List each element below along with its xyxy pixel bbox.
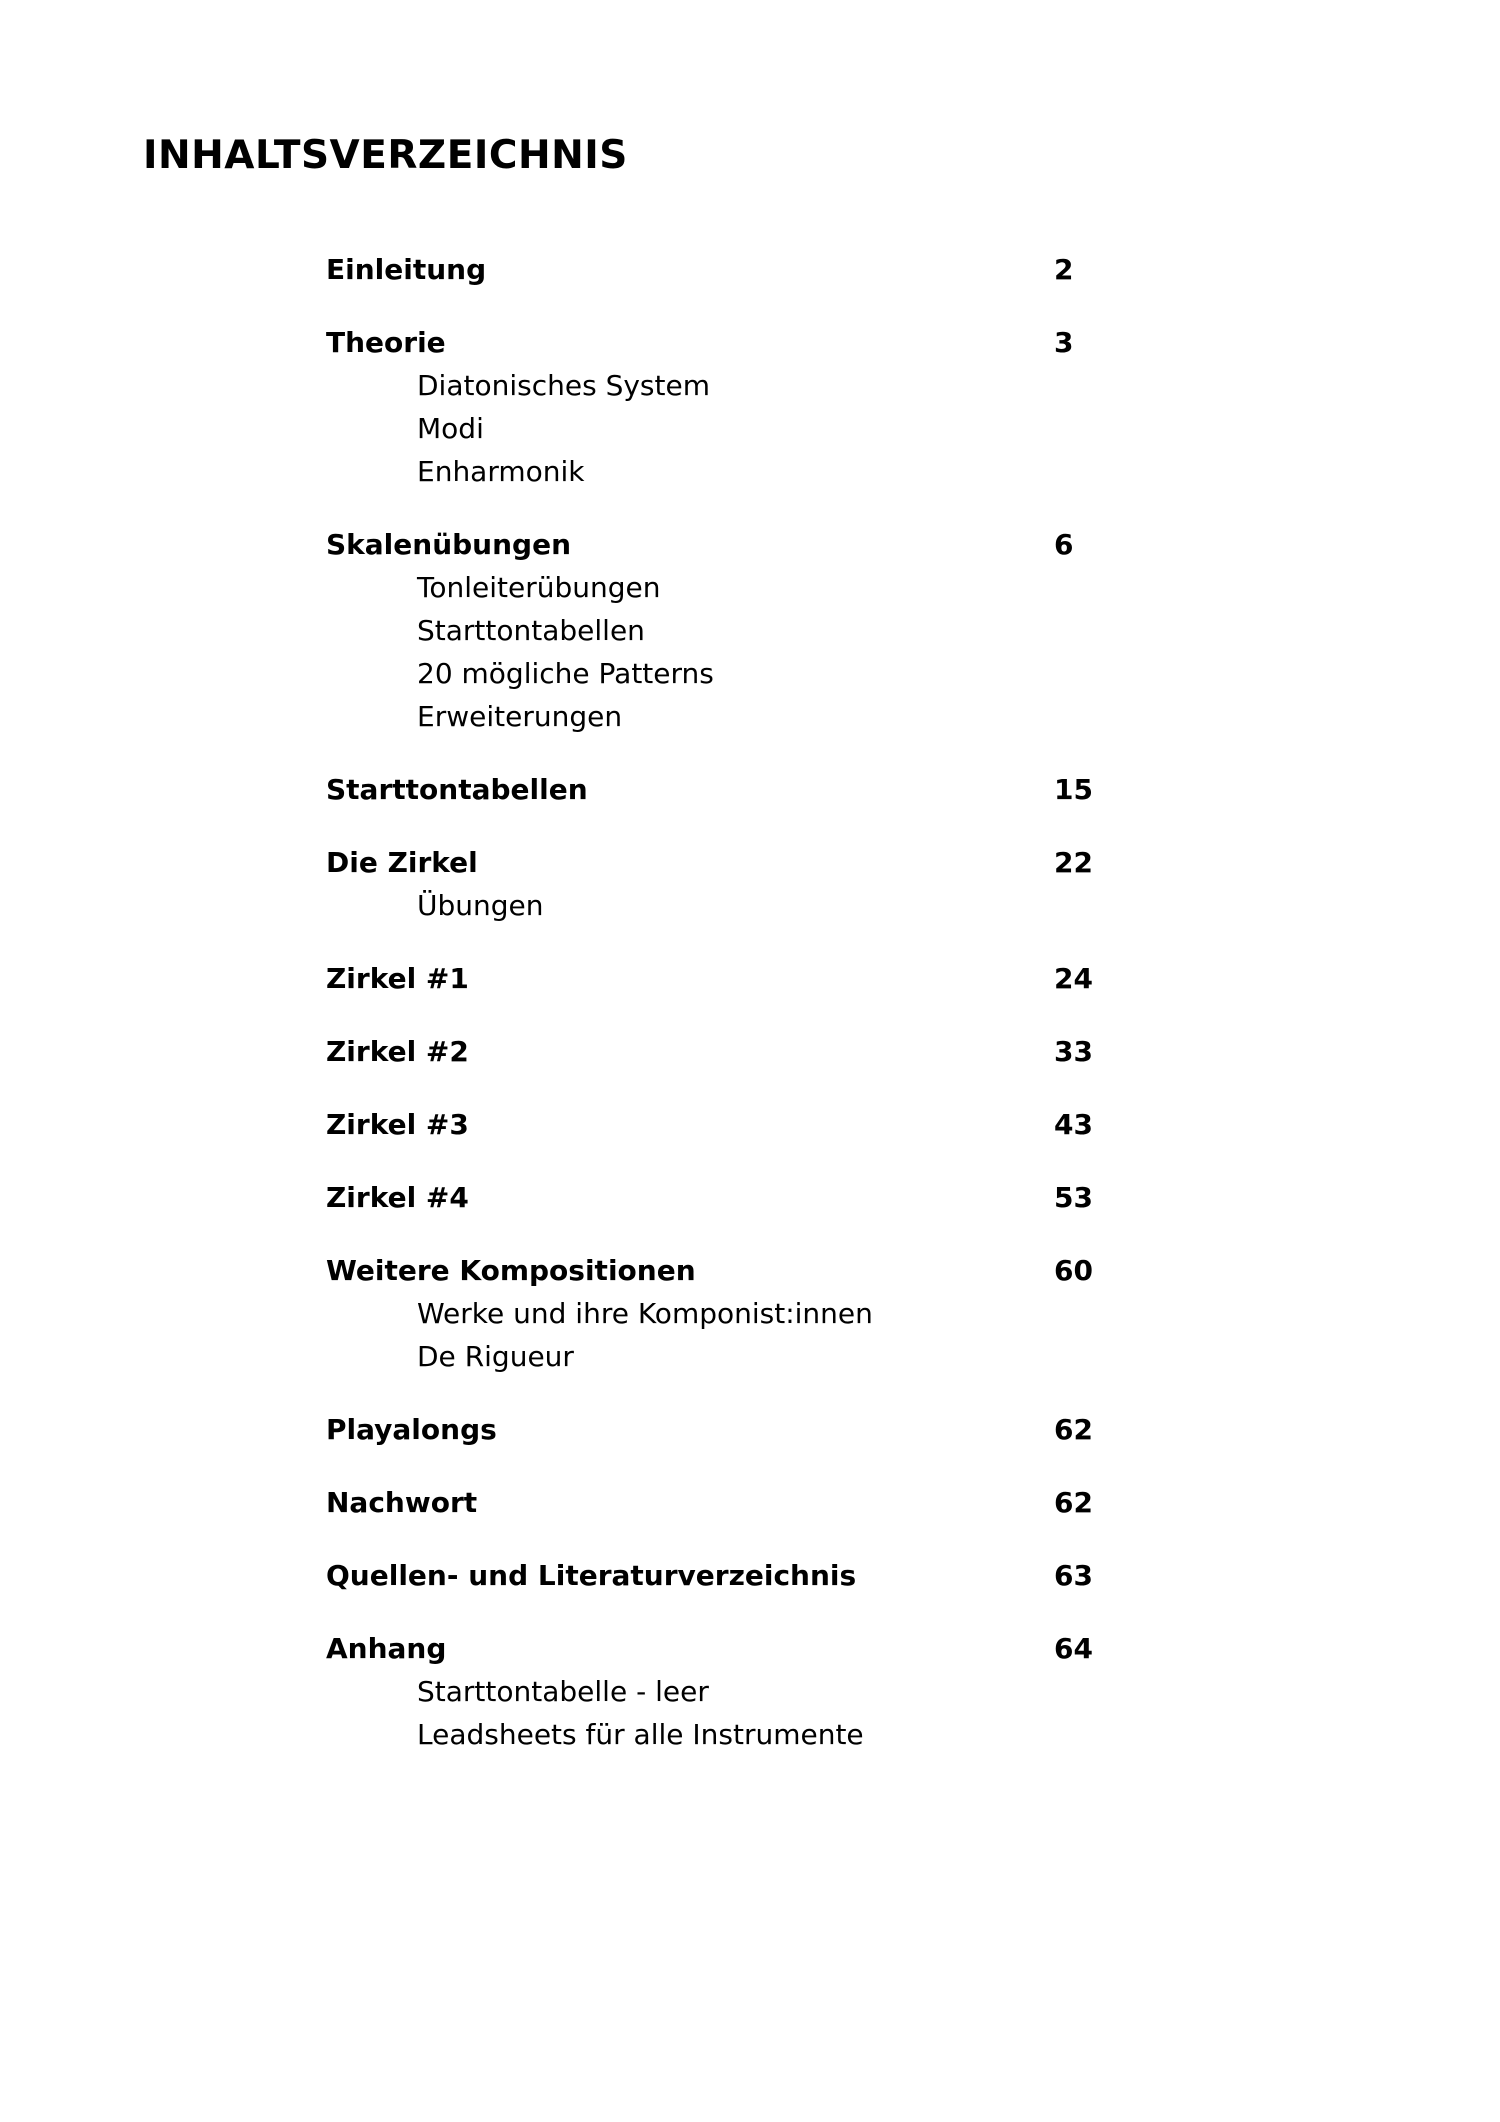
toc-page-number: 43 — [1054, 1108, 1093, 1141]
toc-section-zirkel-3 — [326, 1103, 1156, 1146]
toc-entry — [326, 1030, 1156, 1073]
toc-entry-title: Zirkel #2 — [326, 1035, 469, 1068]
toc-page-number: 15 — [1054, 773, 1093, 806]
toc-entry-title: Einleitung — [326, 253, 487, 286]
toc-entry — [326, 1103, 1156, 1146]
toc-page-number: 2 — [1054, 253, 1074, 286]
toc-entry — [326, 768, 1156, 811]
toc-page-number: 64 — [1054, 1632, 1093, 1665]
toc-page-number: 3 — [1054, 326, 1074, 359]
toc-page-number: 62 — [1054, 1413, 1093, 1446]
toc-page-number: 60 — [1054, 1254, 1093, 1287]
toc-entry — [326, 321, 1156, 364]
toc-section-quellen-und-literaturverzeichnis — [326, 1554, 1156, 1597]
toc-entry-title: Anhang — [326, 1632, 447, 1665]
toc-entry — [326, 1481, 1156, 1524]
toc-page-number: 63 — [1054, 1559, 1093, 1592]
toc-entry-title: Theorie — [326, 326, 446, 359]
toc-page-number: 33 — [1054, 1035, 1093, 1068]
toc-section-die-zirkel — [326, 841, 1156, 927]
toc-section-zirkel-2 — [326, 1030, 1156, 1073]
toc-entry-title: Weitere Kompositionen — [326, 1254, 696, 1287]
toc-entry — [326, 1249, 1156, 1292]
toc-section-nachwort — [326, 1481, 1156, 1524]
table-of-contents — [326, 248, 1156, 1786]
toc-entry — [326, 1627, 1156, 1670]
toc-entry-title: Starttontabellen — [326, 773, 588, 806]
toc-section-einleitung — [326, 248, 1156, 291]
toc-subentry: Werke und ihre Komponist:innen — [417, 1297, 873, 1330]
toc-section-starttontabellen — [326, 768, 1156, 811]
toc-page-number: 62 — [1054, 1486, 1093, 1519]
toc-subentry: Modi — [417, 412, 484, 445]
toc-entry-title: Nachwort — [326, 1486, 478, 1519]
toc-page-number: 24 — [1054, 962, 1093, 995]
toc-subentry: Starttontabelle - leer — [417, 1675, 709, 1708]
toc-subentry: 20 mögliche Patterns — [417, 657, 714, 690]
toc-section-zirkel-1 — [326, 957, 1156, 1000]
page-title: INHALTSVERZEICHNIS — [143, 133, 628, 178]
toc-entry-title: Zirkel #4 — [326, 1181, 469, 1214]
toc-subentry: Starttontabellen — [417, 614, 645, 647]
toc-subentry: De Rigueur — [417, 1340, 574, 1373]
toc-entry-title: Skalenübungen — [326, 528, 572, 561]
toc-subentry: Enharmonik — [417, 455, 585, 488]
toc-subentry: Tonleiterübungen — [417, 571, 661, 604]
toc-entry — [326, 841, 1156, 884]
toc-entry — [326, 1176, 1156, 1219]
toc-section-zirkel-4 — [326, 1176, 1156, 1219]
toc-page-number: 6 — [1054, 528, 1074, 561]
toc-page-number: 22 — [1054, 846, 1093, 879]
toc-section-anhang — [326, 1627, 1156, 1756]
toc-entry-title: Die Zirkel — [326, 846, 478, 879]
toc-entry — [326, 248, 1156, 291]
toc-section-weitere-kompositionen — [326, 1249, 1156, 1378]
toc-entry — [326, 1554, 1156, 1597]
toc-entry-title: Zirkel #1 — [326, 962, 469, 995]
toc-subentry: Leadsheets für alle Instrumente — [417, 1718, 864, 1751]
toc-entry — [326, 957, 1156, 1000]
toc-subentry: Übungen — [417, 889, 544, 922]
toc-entry-title: Zirkel #3 — [326, 1108, 469, 1141]
toc-entry — [326, 1408, 1156, 1451]
toc-section-playalongs — [326, 1408, 1156, 1451]
toc-subentry: Diatonisches System — [417, 369, 710, 402]
toc-section-skalenuebungen — [326, 523, 1156, 738]
toc-subentry: Erweiterungen — [417, 700, 623, 733]
toc-page-number: 53 — [1054, 1181, 1093, 1214]
toc-entry-title: Playalongs — [326, 1413, 497, 1446]
toc-section-theorie — [326, 321, 1156, 493]
toc-entry — [326, 523, 1156, 566]
toc-entry-title: Quellen- und Literaturverzeichnis — [326, 1559, 857, 1592]
